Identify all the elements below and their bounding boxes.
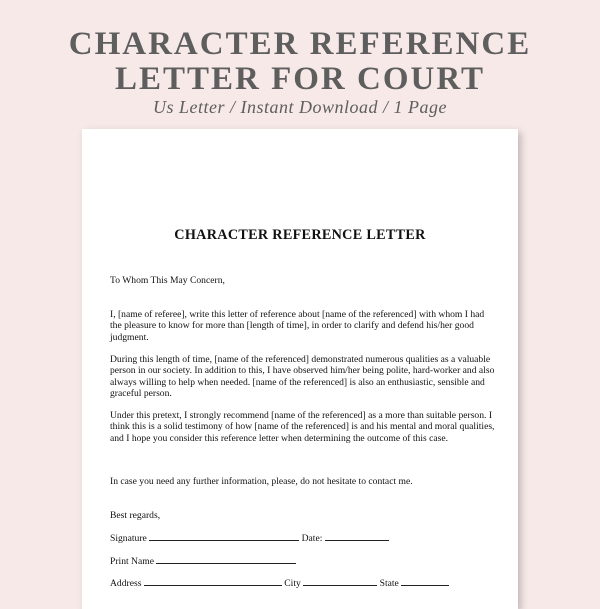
banner-title-line-2: LETTER FOR COURT [114, 61, 486, 97]
signature-blank[interactable] [149, 532, 299, 541]
letter-closing: Best regards, [110, 510, 161, 521]
address-label: Address [110, 578, 142, 589]
state-label: State [379, 578, 399, 589]
letter-page [82, 129, 518, 609]
print-name-blank[interactable] [156, 555, 296, 564]
address-row [110, 577, 500, 589]
banner-subtitle: Us Letter / Instant Download / 1 Page [153, 97, 447, 117]
letter-paragraph-1: I, [name of referee], write this letter of reference about [name of the referenced] with whom I had the pleasure to know for more than [length of time], in order to clarify and defend his/her good judgment. [110, 309, 485, 343]
date-label: Date: [301, 533, 323, 544]
address-blank[interactable] [144, 577, 282, 586]
signature-row [110, 532, 500, 544]
state-blank[interactable] [401, 577, 449, 586]
print-name-label: Print Name [110, 556, 154, 567]
letter-paragraph-4: In case you need any further information, please, do not hesitate to contact me. [110, 476, 413, 487]
banner-title-line-1: CHARACTER REFERENCE [68, 26, 532, 62]
city-label: City [284, 578, 301, 589]
signature-label: Signature [110, 533, 147, 544]
city-blank[interactable] [303, 577, 377, 586]
letter-paragraph-2: During this length of time, [name of the referenced] demonstrated numerous qualities as a valuable person in our society. In addition to this, I have observed him/her being polite, hard-worker and also always willing to help when needed. [name of the referenced] is also an enthusiastic, sensible and graceful person. [110, 354, 495, 399]
letter-heading: CHARACTER REFERENCE LETTER [174, 227, 426, 243]
print-name-row [110, 555, 500, 567]
letter-salutation: To Whom This May Concern, [110, 275, 225, 286]
letter-paragraph-3: Under this pretext, I strongly recommend [name of the referenced] as a more than suitable person. I think this is a solid testimony of how [name of the referenced] is and his mental and moral qualities, and I hope you consider this reference letter when determining the outcome of this case. [110, 410, 495, 444]
date-blank[interactable] [325, 532, 389, 541]
